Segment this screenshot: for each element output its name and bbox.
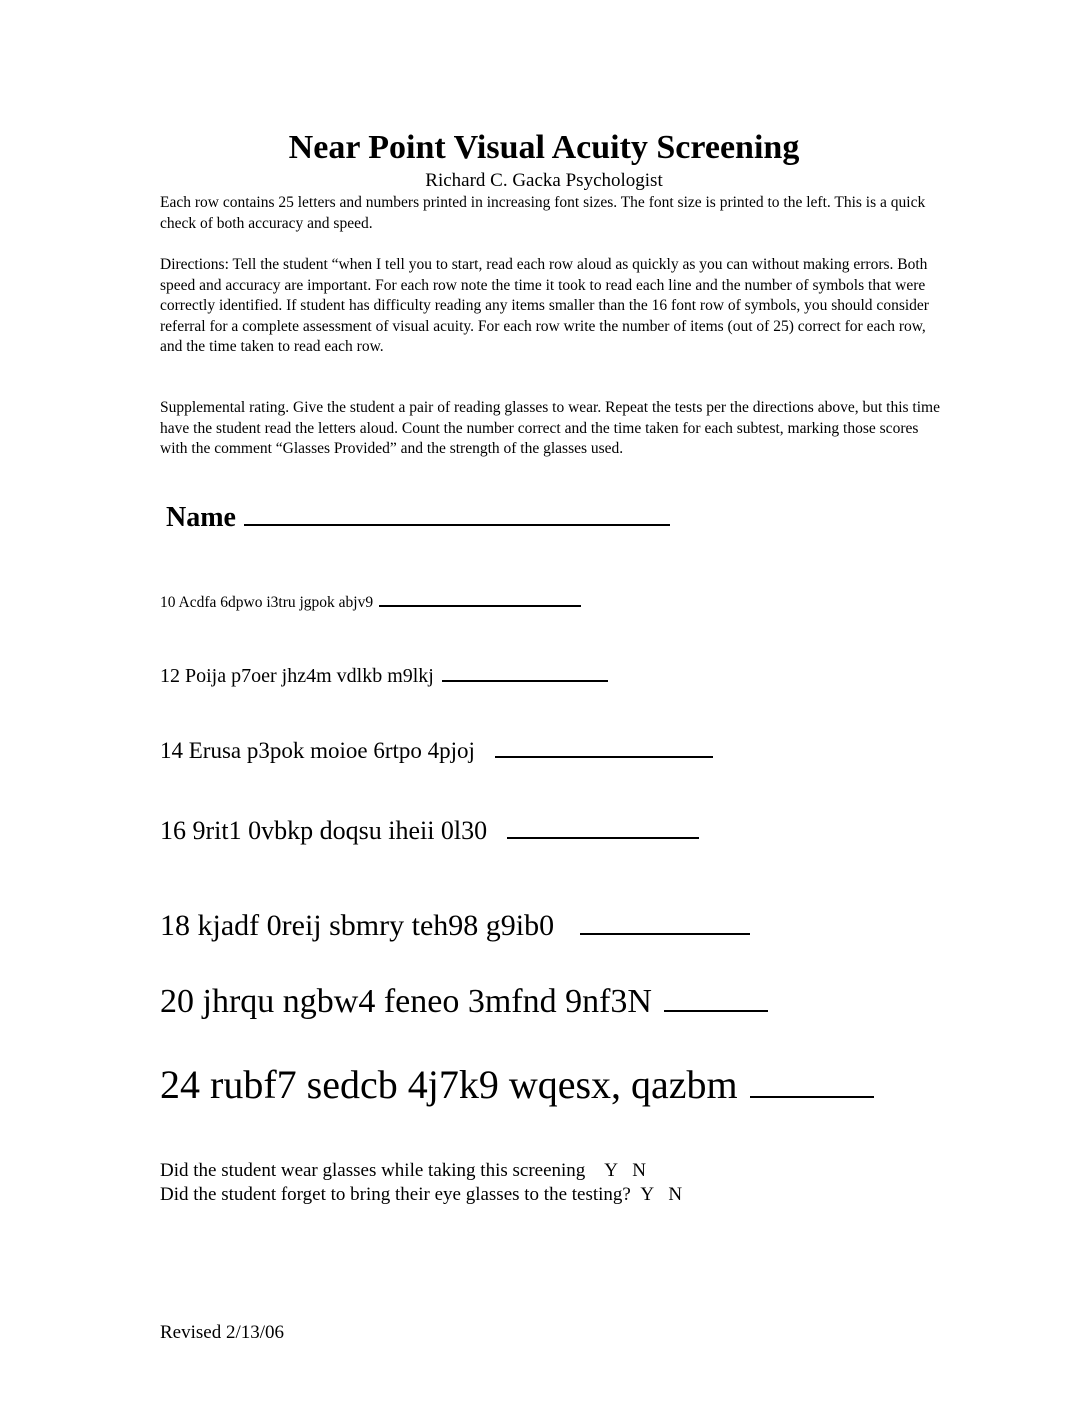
- document-title: Near Point Visual Acuity Screening: [288, 129, 800, 166]
- author-line: Richard C. Gacka Psychologist: [425, 170, 663, 191]
- glasses-worn-question: [160, 1159, 646, 1183]
- name-field-row: [166, 498, 670, 536]
- answer-blank-line[interactable]: [379, 593, 581, 607]
- question-text: Did the student wear glasses while taking this screening: [160, 1160, 586, 1181]
- test-row-text: 24 rubf7 sedcb 4j7k9 wqesx, qazbm: [160, 1062, 738, 1107]
- yes-option[interactable]: Y: [640, 1184, 655, 1205]
- test-row-text: 14 Erusa p3pok moioe 6rtpo 4pjoj: [160, 738, 475, 763]
- no-option[interactable]: N: [668, 1184, 683, 1205]
- yes-option[interactable]: Y: [604, 1160, 619, 1181]
- answer-blank-line[interactable]: [495, 738, 713, 758]
- answer-blank-line[interactable]: [580, 909, 750, 935]
- answer-blank-line[interactable]: [507, 816, 699, 839]
- test-row-size-20: [160, 983, 768, 1021]
- test-row-text: 16 9rit1 0vbkp doqsu iheii 0l30: [160, 816, 488, 845]
- answer-blank-line[interactable]: [750, 1064, 874, 1098]
- test-row-size-12: [160, 664, 608, 688]
- test-row-text: 20 jhrqu ngbw4 feneo 3mfnd 9nf3N: [160, 983, 652, 1020]
- test-row-size-14: [160, 738, 713, 764]
- test-row-size-10: [160, 593, 581, 612]
- glasses-forgotten-question: [160, 1183, 682, 1207]
- directions-paragraph: Directions: Tell the student “when I tell you to start, read each row aloud as quickly as you can without making errors. Both speed and accuracy are important. For each row note the time it took to read each line and the number of symbols that were correctly identified. If student has difficulty reading any items smaller than the 16 font row of symbols, you should consider referral for a complete assessment of visual acuity. For each row write the number of items (out of 25) correct for each row, and the time taken to read each row.: [160, 256, 929, 355]
- answer-blank-line[interactable]: [442, 664, 608, 682]
- name-label: Name: [166, 502, 236, 533]
- test-row-size-24: [160, 1061, 874, 1108]
- test-row-size-18: [160, 909, 750, 943]
- test-row-text: 12 Poija p7oer jhz4m vdlkb m9lkj: [160, 665, 434, 687]
- no-option[interactable]: N: [632, 1160, 647, 1181]
- test-row-size-16: [160, 816, 699, 846]
- answer-blank-line[interactable]: [664, 983, 768, 1012]
- supplemental-paragraph: Supplemental rating. Give the student a pair of reading glasses to wear. Repeat the tests per the directions above, but this time have the student read the letters aloud. Count the number correct and the time taken for each subtest, marking those scores with the comment “Glasses Provided” and the strength of the glasses used.: [160, 399, 940, 457]
- name-blank-line[interactable]: [244, 498, 670, 526]
- question-text: Did the student forget to bring their eye glasses to the testing?: [160, 1184, 631, 1205]
- test-row-text: 10 Acdfa 6dpwo i3tru jgpok abjv9: [160, 594, 374, 611]
- revision-date: Revised 2/13/06: [160, 1322, 285, 1343]
- intro-paragraph: Each row contains 25 letters and numbers printed in increasing font sizes. The font size is printed to the left. This is a quick check of both accuracy and speed.: [160, 194, 926, 232]
- test-row-text: 18 kjadf 0reij sbmry teh98 g9ib0: [160, 909, 555, 942]
